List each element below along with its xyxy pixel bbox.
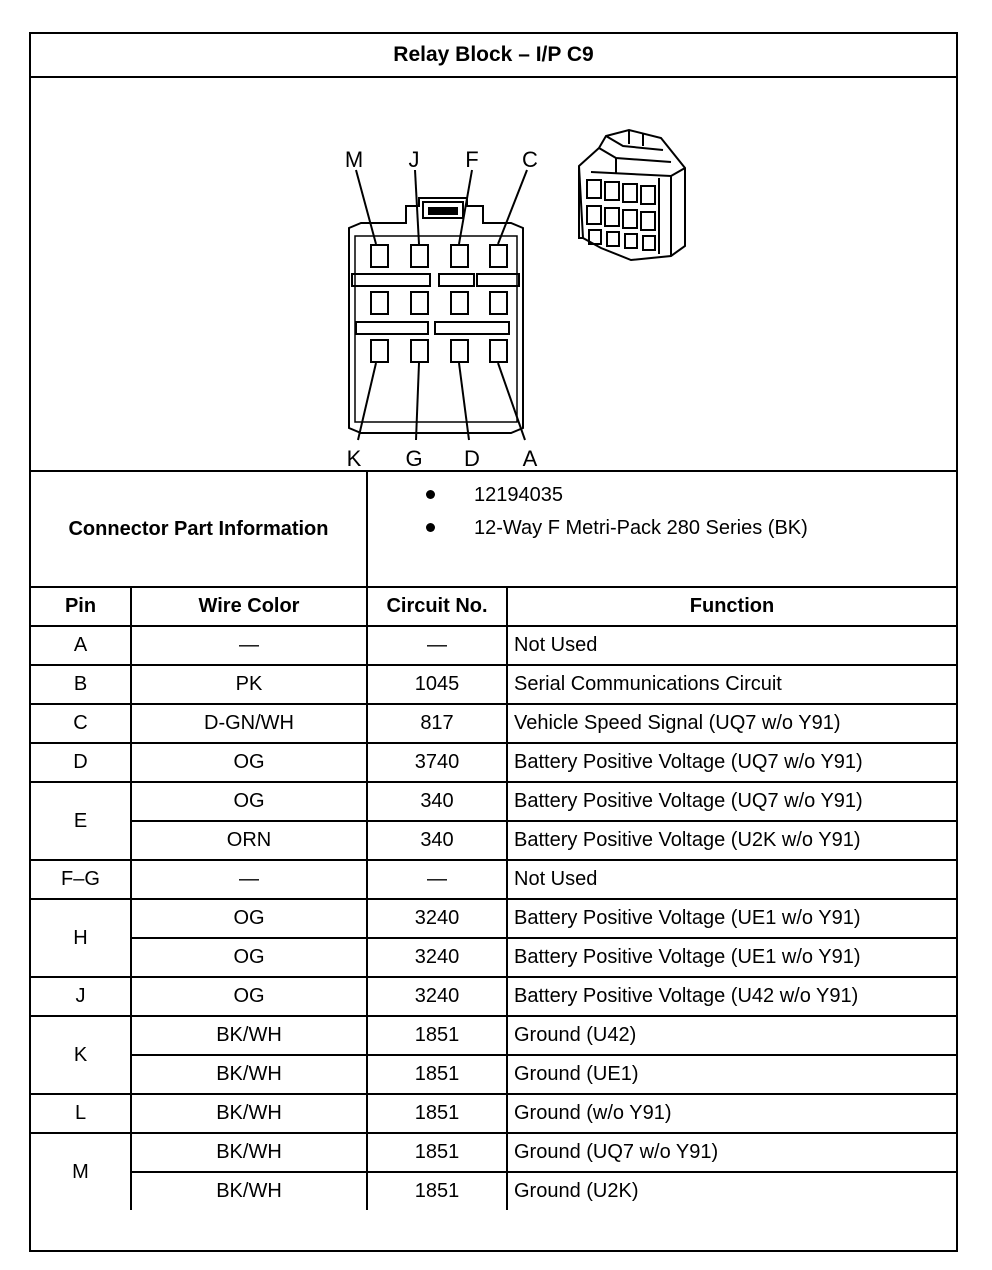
function-cell: Ground (w/o Y91) bbox=[507, 1094, 956, 1133]
wire-color-cell: BK/WH bbox=[131, 1016, 367, 1055]
table-row bbox=[31, 899, 956, 938]
table-header-row bbox=[31, 588, 956, 626]
circuit-number-cell: 3740 bbox=[367, 743, 507, 782]
circuit-number-cell: — bbox=[367, 860, 507, 899]
wire-color-cell: ORN bbox=[131, 821, 367, 860]
pin-cell: D bbox=[31, 743, 131, 782]
connector-info-item bbox=[368, 513, 956, 543]
function-cell: Serial Communications Circuit bbox=[507, 665, 956, 704]
pin-label-f: F bbox=[465, 147, 479, 172]
wire-color-cell: D-GN/WH bbox=[131, 704, 367, 743]
pin-label-j: J bbox=[408, 147, 420, 172]
wire-color-cell: — bbox=[131, 626, 367, 665]
pin-cell: H bbox=[31, 899, 131, 977]
connector-info-list bbox=[368, 472, 956, 586]
function-cell: Ground (U42) bbox=[507, 1016, 956, 1055]
function-cell: Battery Positive Voltage (U2K w/o Y91) bbox=[507, 821, 956, 860]
connector-sheet bbox=[29, 32, 958, 1252]
connector-info-label: Connector Part Information bbox=[31, 472, 368, 586]
circuit-number-cell: 817 bbox=[367, 704, 507, 743]
pin-cell: L bbox=[31, 1094, 131, 1133]
pin-cell: F–G bbox=[31, 860, 131, 899]
pin-cell: M bbox=[31, 1133, 131, 1210]
table-row bbox=[31, 665, 956, 704]
pin-cell: A bbox=[31, 626, 131, 665]
function-cell: Battery Positive Voltage (UE1 w/o Y91) bbox=[507, 899, 956, 938]
wire-color-cell: OG bbox=[131, 899, 367, 938]
circuit-number-cell: 1851 bbox=[367, 1055, 507, 1094]
function-cell: Battery Positive Voltage (UQ7 w/o Y91) bbox=[507, 743, 956, 782]
circuit-number-cell: 340 bbox=[367, 821, 507, 860]
table-row bbox=[31, 782, 956, 821]
connector-3d-sketch bbox=[579, 130, 685, 260]
table-row bbox=[31, 704, 956, 743]
table-row bbox=[31, 743, 956, 782]
table-row bbox=[31, 1094, 956, 1133]
pin-cell: K bbox=[31, 1016, 131, 1094]
wire-color-column-header: Wire Color bbox=[131, 588, 367, 626]
function-cell: Ground (UE1) bbox=[507, 1055, 956, 1094]
circuit-number-cell: 1851 bbox=[367, 1172, 507, 1210]
table-row bbox=[31, 626, 956, 665]
wire-color-cell: OG bbox=[131, 938, 367, 977]
sheet-title: Relay Block – I/P C9 bbox=[31, 34, 956, 78]
connector-part-information bbox=[31, 472, 956, 588]
wire-color-cell: OG bbox=[131, 977, 367, 1016]
circuit-number-cell: 1851 bbox=[367, 1133, 507, 1172]
wire-color-cell: BK/WH bbox=[131, 1055, 367, 1094]
circuit-number-cell: 340 bbox=[367, 782, 507, 821]
connector-figure bbox=[31, 78, 956, 472]
circuit-number-cell: 1045 bbox=[367, 665, 507, 704]
function-cell: Not Used bbox=[507, 860, 956, 899]
table-row bbox=[31, 1055, 956, 1094]
wire-color-cell: BK/WH bbox=[131, 1094, 367, 1133]
circuit-number-cell: 1851 bbox=[367, 1094, 507, 1133]
pin-cell: E bbox=[31, 782, 131, 860]
circuit-number-cell: 3240 bbox=[367, 899, 507, 938]
table-row bbox=[31, 977, 956, 1016]
connector-face-diagram bbox=[31, 78, 956, 470]
pin-cell: C bbox=[31, 704, 131, 743]
wire-color-cell: BK/WH bbox=[131, 1133, 367, 1172]
table-row bbox=[31, 860, 956, 899]
part-number: 12194035 bbox=[474, 484, 563, 506]
pin-label-m: M bbox=[344, 147, 364, 172]
wire-color-cell: OG bbox=[131, 782, 367, 821]
wire-color-cell: PK bbox=[131, 665, 367, 704]
table-row bbox=[31, 938, 956, 977]
function-column-header: Function bbox=[507, 588, 956, 626]
wire-color-cell: OG bbox=[131, 743, 367, 782]
pin-label-a: A bbox=[522, 446, 538, 470]
wire-color-cell: BK/WH bbox=[131, 1172, 367, 1210]
bullet-icon bbox=[426, 490, 435, 499]
circuit-number-column-header: Circuit No. bbox=[367, 588, 507, 626]
circuit-number-cell: 1851 bbox=[367, 1016, 507, 1055]
connector-description: 12-Way F Metri-Pack 280 Series (BK) bbox=[474, 517, 808, 539]
wire-color-cell: — bbox=[131, 860, 367, 899]
function-cell: Battery Positive Voltage (UE1 w/o Y91) bbox=[507, 938, 956, 977]
pin-cell: J bbox=[31, 977, 131, 1016]
bullet-icon bbox=[426, 523, 435, 532]
function-cell: Vehicle Speed Signal (UQ7 w/o Y91) bbox=[507, 704, 956, 743]
pin-label-d: D bbox=[464, 446, 480, 470]
pin-cell: B bbox=[31, 665, 131, 704]
pin-column-header: Pin bbox=[31, 588, 131, 626]
function-cell: Battery Positive Voltage (UQ7 w/o Y91) bbox=[507, 782, 956, 821]
function-cell: Ground (UQ7 w/o Y91) bbox=[507, 1133, 956, 1172]
function-cell: Not Used bbox=[507, 626, 956, 665]
table-row bbox=[31, 1016, 956, 1055]
table-row bbox=[31, 1172, 956, 1210]
function-cell: Ground (U2K) bbox=[507, 1172, 956, 1210]
pinout-table-body bbox=[31, 626, 956, 1210]
pin-label-c: C bbox=[522, 147, 538, 172]
circuit-number-cell: 3240 bbox=[367, 938, 507, 977]
table-row bbox=[31, 1133, 956, 1172]
connector-info-item bbox=[368, 480, 956, 510]
pinout-table bbox=[31, 588, 956, 1210]
circuit-number-cell: — bbox=[367, 626, 507, 665]
function-cell: Battery Positive Voltage (U42 w/o Y91) bbox=[507, 977, 956, 1016]
circuit-number-cell: 3240 bbox=[367, 977, 507, 1016]
pin-label-k: K bbox=[346, 446, 362, 470]
table-row bbox=[31, 821, 956, 860]
pin-label-g: G bbox=[405, 446, 423, 470]
